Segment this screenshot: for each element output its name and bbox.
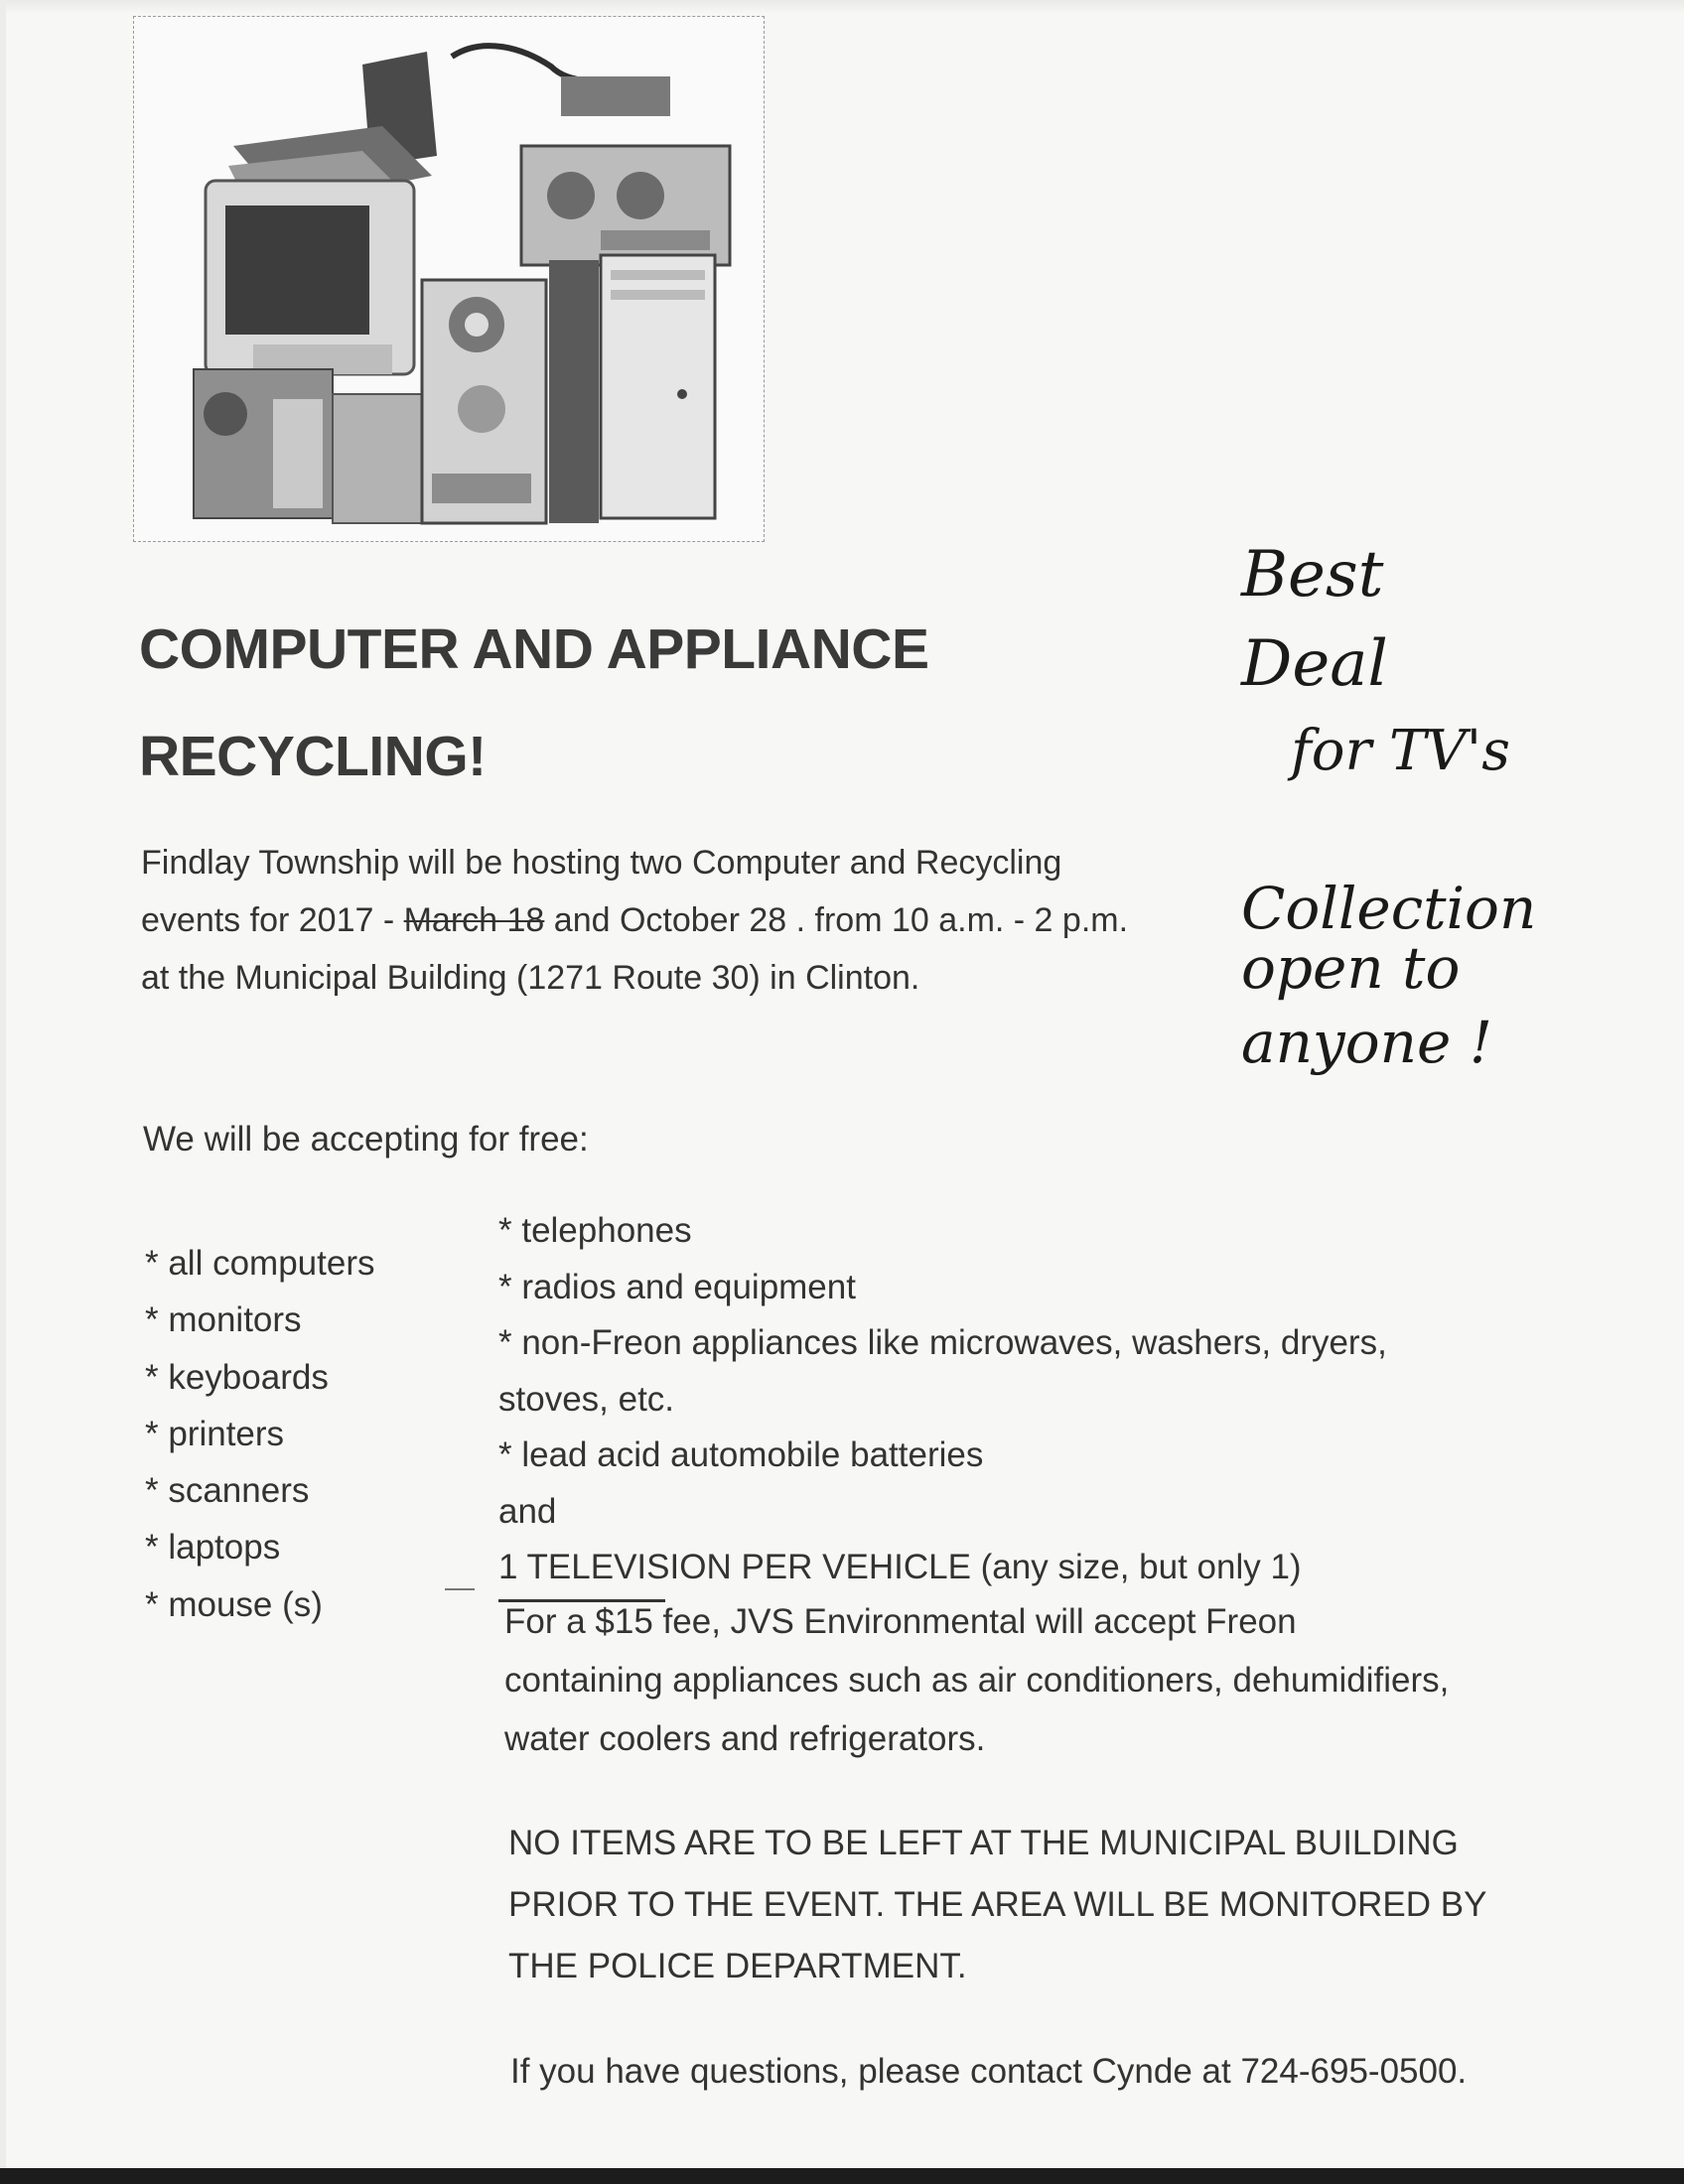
fee-note: For a $15 fee, JVS Environmental will accept Freon containing appliances such as air conditioners, dehumidifiers, water coolers and refrigerators.	[504, 1602, 1450, 1758]
list-item: * laptops	[145, 1528, 281, 1568]
scan-edge-top	[0, 0, 1684, 14]
list-item: * all computers	[145, 1244, 375, 1283]
bay-2-shape	[611, 290, 705, 300]
scan-edge-left	[0, 0, 6, 2184]
struck-date: March 18	[403, 901, 545, 939]
fan-shape	[204, 392, 247, 436]
list-item: and	[498, 1491, 557, 1531]
accepting-heading: We will be accepting for free:	[143, 1120, 589, 1159]
tv-rest-text: (any size, but only 1)	[970, 1548, 1302, 1586]
title-line-1: COMPUTER AND APPLIANCE	[139, 617, 929, 681]
list-item: * monitors	[145, 1300, 302, 1340]
list-item: * non-Freon appliances like microwaves, washers, dryers, stoves, etc.	[498, 1323, 1387, 1419]
title-line-2: RECYCLING!	[139, 725, 487, 788]
list-item: * mouse (s)	[145, 1584, 323, 1624]
electronics-pile-image	[134, 17, 764, 541]
handwritten-line-5: open to	[1241, 934, 1461, 1002]
list-item: * radios and equipment	[498, 1267, 856, 1306]
tv-lead	[498, 1540, 971, 1596]
top-fan-2-shape	[617, 172, 664, 219]
top-ports-shape	[601, 230, 710, 250]
side-panel-shape	[549, 260, 599, 523]
accepted-items-right	[498, 1203, 1452, 1596]
scan-edge-bottom	[0, 2168, 1684, 2184]
tower-vent-shape	[458, 385, 505, 433]
electronics-photo	[133, 16, 765, 542]
intro-paragraph	[141, 834, 1144, 1007]
tower-fan-hub-shape	[465, 313, 489, 337]
contact-info: If you have questions, please contact Cynde at 724-695-0500.	[510, 2052, 1468, 2091]
tv-lead-text: 1 TELEVISION PER VEHICLE	[498, 1548, 971, 1586]
list-item: * lead acid automobile batteries	[498, 1435, 984, 1474]
handwritten-line-1: Best	[1241, 538, 1384, 612]
list-item: * printers	[145, 1414, 285, 1453]
television-limit	[498, 1540, 1452, 1596]
ports-shape	[432, 474, 531, 503]
handwritten-line-6: anyone !	[1241, 1009, 1493, 1076]
handwritten-note	[1211, 536, 1579, 1132]
panel-shape	[273, 399, 323, 508]
accepted-items-left	[145, 1235, 374, 1633]
handwritten-line-2: Deal	[1241, 627, 1388, 701]
page-title	[139, 596, 1122, 810]
list-item: * scanners	[145, 1471, 310, 1511]
intro-text-start: Findlay Township will be hosting two Computer and Recycling events for 2017 -	[141, 844, 1062, 939]
handwritten-line-3: for TV's	[1291, 719, 1510, 783]
bay-shape	[611, 270, 705, 280]
pen-mark	[445, 1588, 475, 1590]
drive-shape	[561, 76, 670, 116]
intro-text-end: and October 28 . from 10 a.m. - 2 p.m. at the Municipal Building (1271 Route 30) in Clinton.	[141, 901, 1129, 997]
crt-screen-shape	[225, 205, 369, 335]
list-item: * keyboards	[145, 1357, 329, 1397]
handwritten-line-4: Collection	[1241, 875, 1537, 942]
warning-notice: NO ITEMS ARE TO BE LEFT AT THE MUNICIPAL BUILDING PRIOR TO THE EVENT. THE AREA WILL BE MONITORED BY THE POLICE DEPARTMENT.	[508, 1824, 1486, 1985]
list-item: * telephones	[498, 1211, 692, 1250]
top-fan-shape	[547, 172, 595, 219]
power-button-shape	[677, 389, 687, 399]
